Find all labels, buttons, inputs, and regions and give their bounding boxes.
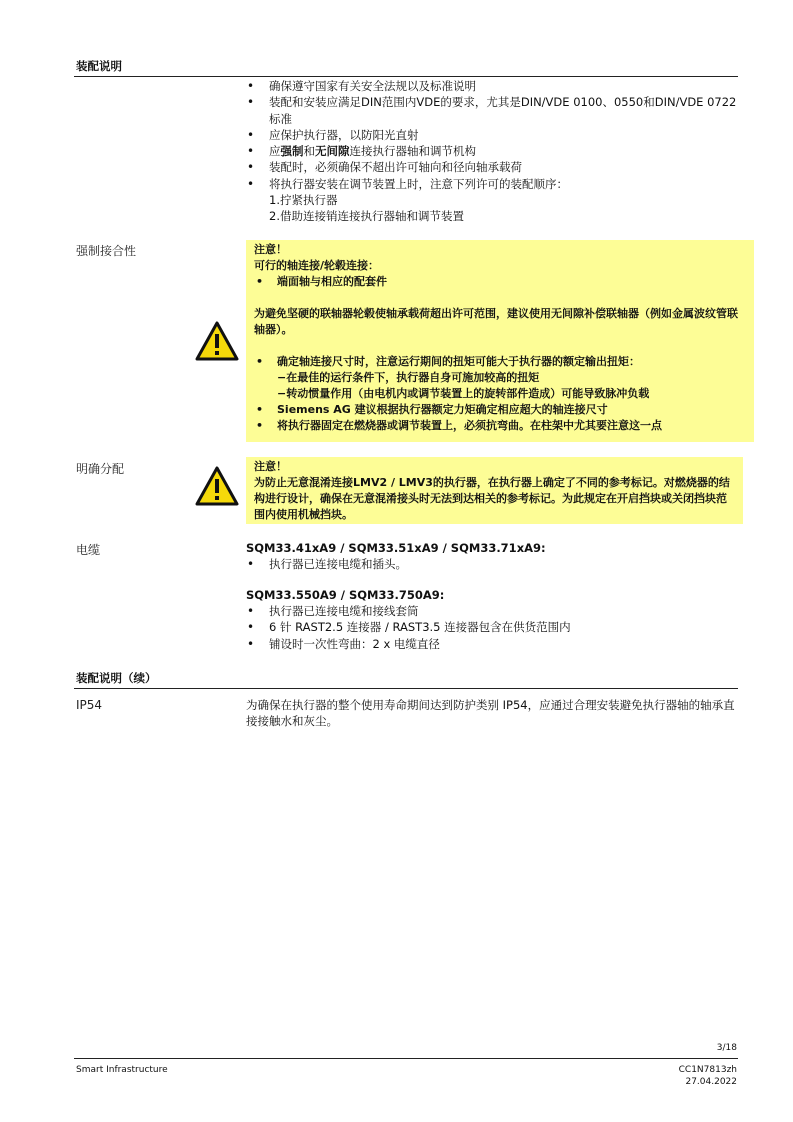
cable-group-title: SQM33.550A9 / SQM33.750A9: — [246, 588, 445, 602]
footer-doc-id: CC1N7813zh — [678, 1065, 737, 1075]
label-forced-engagement: 强制接合性 — [76, 244, 137, 258]
cable-list-2 — [246, 603, 738, 652]
list-item: • Siemens AG 建议根据执行器额定力矩确定相应超大的轴连接尺寸 — [254, 402, 746, 418]
connections-title: 可行的轴连接/轮毂连接： — [254, 259, 380, 272]
list-item: • 端面轴与相应的配套件 — [254, 274, 746, 290]
section-title: 装配说明 — [76, 59, 122, 73]
step-item: 2.借助连接销连接执行器轴和调节装置 — [269, 209, 464, 224]
assembly-bullet-list — [246, 78, 738, 225]
label-clear-assignment: 明确分配 — [76, 462, 125, 476]
warning-triangle-icon — [195, 321, 239, 361]
item-sub: −转动惯量作用（由电机内或调节装置上的旋转部件造成）可能导致脉冲负载 — [277, 387, 650, 400]
note-title: 注意！ — [254, 460, 287, 473]
item-sub: −在最佳的运行条件下，执行器自身可施加较高的扭矩 — [277, 371, 540, 384]
label-ip54: IP54 — [76, 698, 103, 712]
footer-date: 27.04.2022 — [685, 1077, 737, 1087]
list-item: • 铺设时一次性弯曲：2 x 电缆直径 — [246, 636, 738, 652]
list-item: • 6 针 RAST2.5 连接器 / RAST3.5 连接器包含在供货范围内 — [246, 619, 738, 635]
list-item: • 装配和安装应满足DIN范围内VDE的要求，尤其是DIN/VDE 0100、0550和DIN/VDE 0722标准 — [246, 94, 738, 127]
text-run: 应 — [269, 144, 281, 159]
note-paragraph: 为避免坚硬的联轴器轮毂使轴承载荷超出许可范围，建议使用无间隙补偿联轴器（例如金属波纹管联轴器）。 — [254, 307, 738, 336]
list-item: • 将执行器安装在调节装置上时，注意下列许可的装配顺序： — [246, 176, 738, 192]
section-title: 装配说明（续） — [76, 671, 157, 685]
list-item: • 应保护执行器，以防阳光直射 — [246, 127, 738, 143]
cable-group-title: SQM33.41xA9 / SQM33.51xA9 / SQM33.71xA9: — [246, 541, 546, 555]
emphasis-forced: 强制 — [280, 144, 304, 159]
ip54-paragraph: 为确保在执行器的整个使用寿命期间达到防护类别 IP54，应通过合理安装避免执行器轴的轴承直接接触水和灰尘。 — [246, 698, 735, 729]
list-item: • 将执行器固定在燃烧器或调节装置上，必须抗弯曲。在柱架中尤其要注意这一点 — [254, 418, 746, 434]
list-item: • 执行器已连接电缆和接线套筒 — [246, 603, 738, 619]
item-text: 确定轴连接尺寸时，注意运行期间的扭矩可能大于执行器的额定输出扭矩： — [277, 355, 640, 368]
footer-company: Smart Infrastructure — [76, 1065, 168, 1075]
footer-divider — [74, 1058, 738, 1059]
text-run: 和 — [303, 144, 315, 159]
list-item: • 确保遵守国家有关安全法规以及标准说明 — [246, 78, 738, 94]
warning-triangle-icon — [195, 466, 239, 506]
list-item: • 装配时，必须确保不超出许可轴向和径向轴承载荷 — [246, 159, 738, 175]
note-box-forced — [246, 240, 754, 442]
section-divider — [74, 76, 738, 77]
note-paragraph: 为防止无意混淆连接LMV2 / LMV3的执行器，在执行器上确定了不同的参考标记。对燃烧器的结构进行设计，确保在无意混淆接头时无法到达相关的参考标记。为此规定在开启挡块或关闭挡块范围内使用机械挡块。 — [254, 476, 730, 521]
list-item — [254, 354, 746, 402]
note-title: 注意！ — [254, 243, 287, 256]
text-run: 连接执行器轴和调节机构 — [349, 144, 476, 159]
section-divider — [74, 688, 738, 689]
label-cable: 电缆 — [76, 543, 101, 557]
emphasis-no-play: 无间隙 — [315, 144, 350, 159]
list-item — [246, 143, 738, 159]
note-box-assignment — [246, 457, 743, 524]
cable-list-1 — [246, 556, 738, 572]
page-number: 3/18 — [716, 1043, 737, 1053]
step-item: 1.拧紧执行器 — [269, 193, 338, 208]
list-item: • 执行器已连接电缆和插头。 — [246, 556, 738, 572]
